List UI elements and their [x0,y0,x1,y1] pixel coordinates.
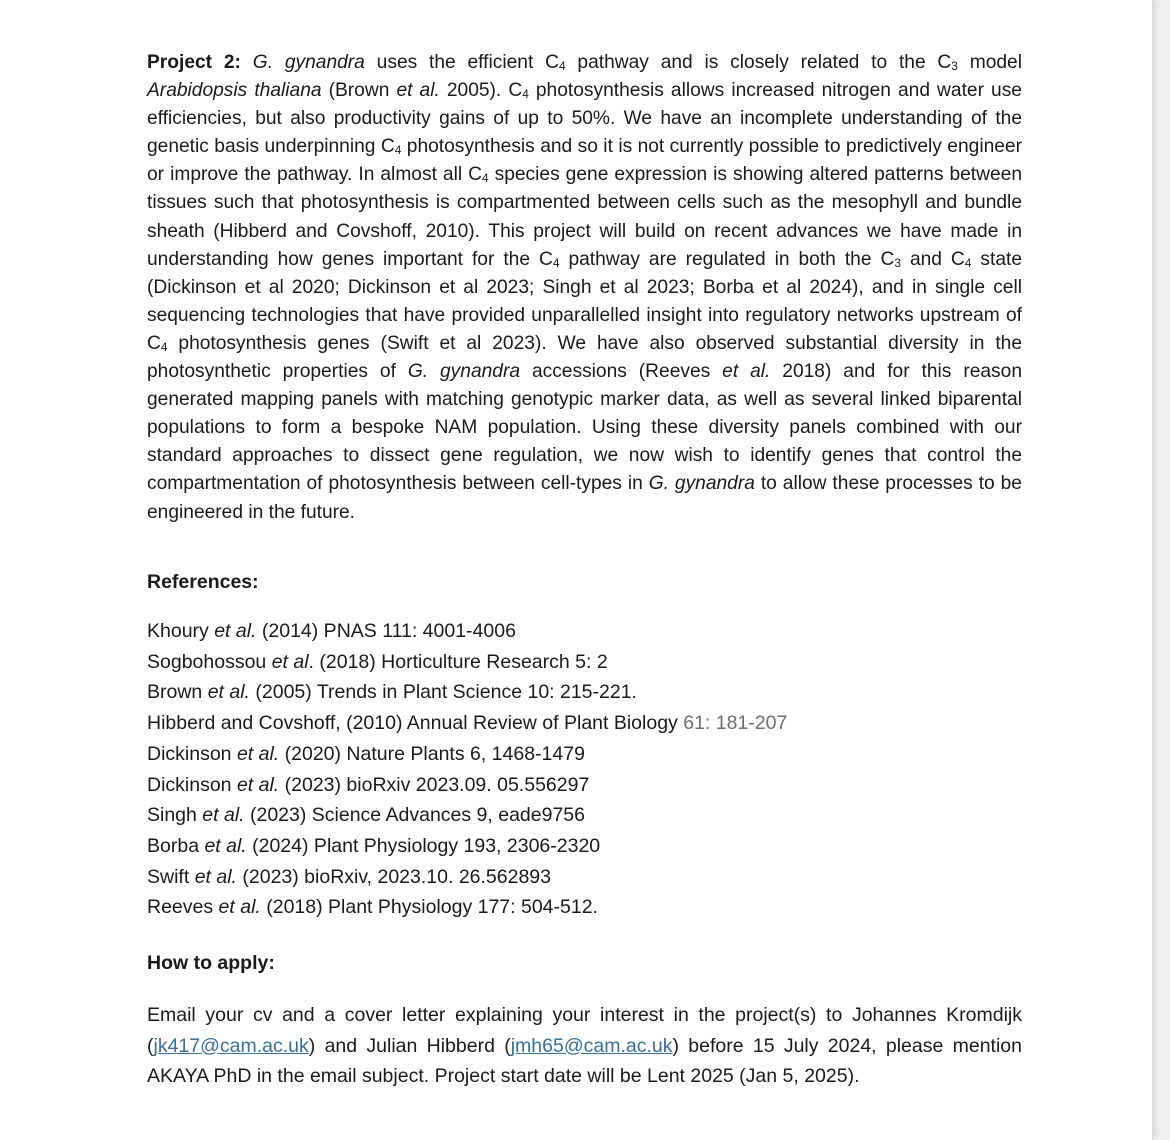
text-run: to allow these processes to be engineered in the future. [147,473,1022,523]
ref-citation: (2014) PNAS 111: 4001-4006 [256,620,516,642]
text-run: state (Dickinson et al 2020; Dickinson et al 2023; Singh et al 2023; Borba et al 2024), and in single cell sequencing technologies that have provided unparallelled insight into regulatory networks upstream of C [147,248,1022,354]
ref-citation: (2023) bioRxiv, 2023.10. 26.562893 [236,865,551,888]
ref-et-al: et al. [218,896,261,919]
species-name: G. gynandra [252,52,365,73]
text-run: model [957,52,1022,73]
ref-citation: (2018) Plant Physiology 177: 504-512. [260,896,598,919]
ref-author: Brown [147,681,208,704]
ref-author: Reeves [147,896,219,919]
ref-et-al: et al. [194,865,237,888]
subscript: 4 [552,255,560,270]
ref-citation: (2024) Plant Physiology 193, 2306-2320 [246,834,601,857]
email-link-hibberd[interactable]: jmh65@cam.ac.uk [510,1034,673,1057]
reference-item [147,708,1022,739]
reference-item [147,892,1022,923]
reference-item [147,770,1022,801]
text-run: accessions (Reeves [520,361,723,383]
apply-text: ) and Julian Hibberd ( [308,1034,511,1057]
ref-author: Borba [147,834,205,857]
ref-author: Dickinson [147,742,237,765]
ref-author: Sogbohossou [147,650,272,673]
project-paragraph [147,49,1022,527]
species-name: G. gynandra [407,361,521,383]
ref-author: Hibberd and Covshoff, (2010) Annual Review of Plant Biology [147,712,684,735]
ref-et-al: et al. [207,681,250,704]
ref-pages: 61: 181-207 [683,712,788,735]
species-name: G. gynandra [648,473,755,495]
subscript: 4 [964,255,972,270]
ref-et-al: et al. [236,773,280,796]
et-al: et al. [396,80,440,102]
project-label: Project 2: [147,52,241,73]
text-run: (Brown [321,80,397,102]
reference-item [147,739,1022,770]
text-run: photosynthesis allows increased nitrogen and water use efficiencies, but also productivity gains of up to 50%. We have an incomplete understanding of the genetic basis underpinning C [147,80,1022,158]
references-heading: References: [147,571,259,593]
apply-text: Email your cv and a cover letter explaining your interest in the project(s) to Johannes Kromdijk ( [147,1004,1022,1057]
text-run: uses the efficient C [364,52,559,73]
subscript: 3 [894,255,901,270]
subscript: 3 [951,59,958,74]
reference-item [147,616,1022,647]
apply-text: ) before 15 July 2024, please mention AKAYA PhD in the email subject. Project start date will be Lent 2025 (Jan 5, 2025). [147,1034,1022,1087]
subscript: 4 [481,171,489,186]
reference-item [147,800,1022,831]
ref-citation: . (2018) Horticulture Research 5: 2 [308,650,608,673]
ref-et-al: et al. [236,742,280,765]
text-run: 2018) and for this reason generated mapping panels with matching genotypic marker data, as well as several linked biparental populations to form a bespoke NAM population. Using these diversity panels combined with our standard approaches to dissect gene regulation, we now wish to identify genes that control the compartmentation of photosynthesis between cell-types in [147,361,1022,495]
ref-et-al: et al. [214,620,257,642]
et-al: et al. [722,361,771,383]
email-link-kromdijk[interactable]: jk417@cam.ac.uk [153,1034,309,1057]
subscript: 4 [394,143,402,158]
text-run: pathway and is closely related to the C [565,52,952,73]
text-run: 2005). C [439,80,523,102]
ref-author: Dickinson [147,773,237,796]
how-to-apply-heading: How to apply: [147,952,275,974]
ref-et-al: et al. [202,804,245,827]
document-content [147,49,1023,1087]
reference-item [147,647,1022,678]
text-run: and C [900,248,965,270]
ref-author: Singh [147,804,203,827]
reference-item [147,831,1022,862]
species-name: Arabidopsis thaliana [147,80,322,102]
ref-author: Swift [147,865,195,888]
reference-item [147,677,1022,708]
ref-citation: (2005) Trends in Plant Science 10: 215-221. [249,681,637,704]
ref-et-al: et al. [204,834,247,857]
subscript: 4 [558,59,566,74]
apply-paragraph [147,1000,1022,1092]
text-run: photosynthesis and so it is not currently possible to predictively engineer or improve the pathway. In almost all C [147,136,1022,186]
ref-citation: (2023) bioRxiv 2023.09. 05.556297 [279,773,590,796]
references-list [147,616,1022,923]
text-run: species gene expression is showing altered patterns between tissues such that photosynthesis is compartmented between cells such as the mesophyll and bundle sheath (Hibberd and Covshoff, 2010). This project will build on recent advances we have made in understanding how genes important for the C [147,164,1023,270]
ref-author: Khoury [147,620,215,642]
text-run: photosynthesis genes (Swift et al 2023). We have also observed substantial diversity in the photosynthetic properties of [147,332,1022,383]
ref-citation: (2023) Science Advances 9, eade9756 [244,804,585,827]
ref-citation: (2020) Nature Plants 6, 1468-1479 [279,742,585,765]
subscript: 4 [522,87,529,102]
reference-item [147,862,1022,893]
text-run: pathway are regulated in both the C [559,248,895,270]
subscript: 4 [160,340,168,355]
ref-et-al: et al [271,650,309,673]
